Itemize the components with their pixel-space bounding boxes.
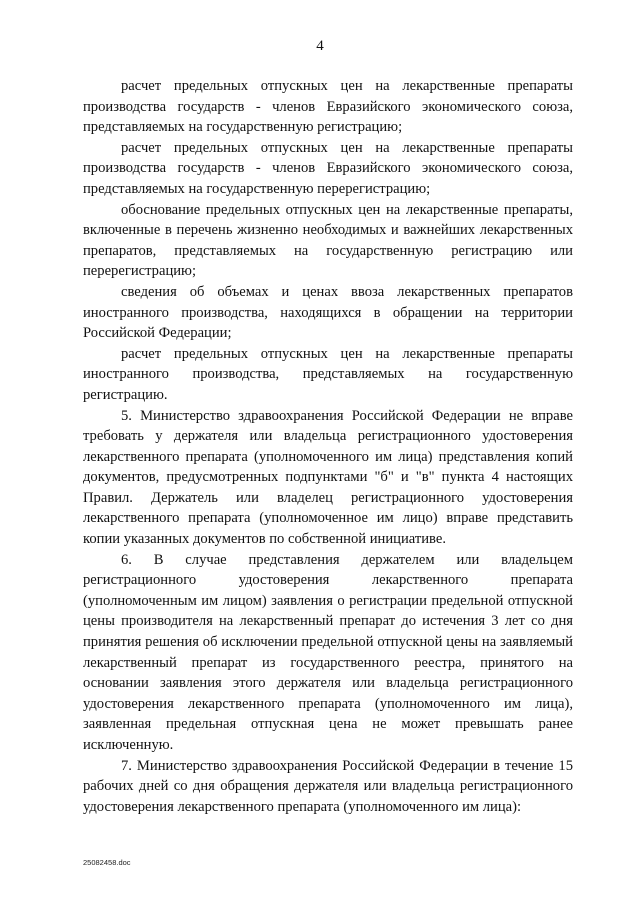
document-body bbox=[83, 76, 573, 817]
page-number: 4 bbox=[316, 38, 324, 54]
paragraph-price-justification: обоснование предельных отпускных цен на лекарственные препараты, включенные в перечень жизненно необходимых и важнейших лекарственных препаратов, представляемых на государственную регистрацию или перерегистрацию; bbox=[83, 201, 573, 280]
footer-document-code: 25082458.doc bbox=[83, 858, 131, 867]
paragraph-price-calc-foreign: расчет предельных отпускных цен на лекарственные препараты иностранного производства, представляемых на государственную регистрацию. bbox=[83, 345, 573, 403]
paragraph-import-volumes: сведения об объемах и ценах ввоза лекарственных препаратов иностранного производства, находящихся в обращении на территории Российской Федерации; bbox=[83, 283, 573, 342]
paragraph-item-6: 6. В случае представления держателем или владельцем регистрационного удостоверения лекарственного препарата (уполномоченным им лицом) заявления о регистрации предельной отпускной цены производителя на лекарственный препарат до истечения 3 лет со дня принятия решения об исключении предельной отпускной цены на заявляемый лекарственный препарат из государственного реестра, принятого на основании заявления этого держателя или владельца регистрационного удостоверения лекарственного препарата (уполномоченного им лица), заявленная предельная отпускная цена не может превышать ранее исключенную. bbox=[83, 551, 573, 753]
paragraph-item-7: 7. Министерство здравоохранения Российской Федерации в течение 15 рабочих дней со дня обращения держателя или владельца регистрационного удостоверения лекарственного препарата (уполномоченного им лица): bbox=[83, 757, 573, 815]
paragraph-item-5: 5. Министерство здравоохранения Российской Федерации не вправе требовать у держателя или владельца регистрационного удостоверения лекарственного препарата (уполномоченного им лица) представления копий документов, предусмотренных подпунктами "б" и "в" пункта 4 настоящих Правил. Держатель или владелец регистрационного удостоверения лекарственного препарата (уполномоченное им лицо) вправе представить копии указанных документов по собственной инициативе. bbox=[83, 407, 573, 548]
paragraph-price-calc-eaeu-registration: расчет предельных отпускных цен на лекарственные препараты производства государств - членов Евразийского экономического союза, представляемых на государственную регистрацию; bbox=[83, 78, 573, 136]
paragraph-price-calc-eaeu-reregistration: расчет предельных отпускных цен на лекарственные препараты производства государств - членов Евразийского экономического союза, представляемых на государственную перерегистрацию; bbox=[83, 139, 573, 197]
